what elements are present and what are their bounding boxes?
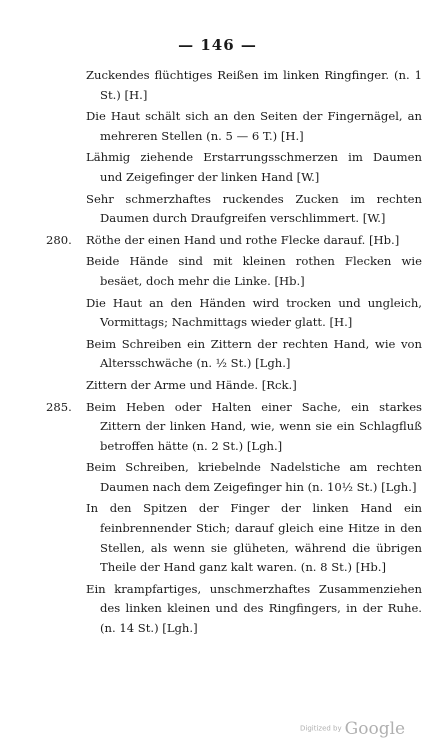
symptom-entry [86, 190, 422, 229]
symptom-entry [46, 231, 422, 251]
entry-text: Zuckendes flüchtiges Reißen im linken Ringfinger. (n. 1 St.) [H.] [86, 68, 422, 102]
entry-number: 285. [46, 399, 72, 414]
google-logo: Google [344, 718, 406, 739]
symptom-entry [86, 294, 422, 333]
entry-text: Sehr schmerzhaftes ruckendes Zucken im rechten Daumen durch Draufgreifen verschlimmert. [W.] [86, 191, 422, 226]
entry-text: Die Haut an den Händen wird trocken und ungleich, Vormittags; Nachmittags wieder glatt. [H.] [86, 295, 422, 330]
entry-text: Beim Heben oder Halten einer Sache, ein starkes Zittern der linken Hand, wie, wenn sie ein Schlagfluß betroffen hätte (n. 2 St.) [Lgh.] [86, 399, 422, 453]
symptom-entry [86, 66, 422, 105]
symptom-entry [46, 398, 422, 457]
symptom-entry [86, 148, 422, 187]
symptom-entry [86, 499, 422, 577]
entry-text: Beim Schreiben, kriebelnde Nadelstiche am rechten Daumen nach dem Zeigefinger hin (n. 10½ St.) [Lgh.] [86, 460, 422, 494]
entry-text: Lähmig ziehende Erstarrungsschmerzen im Daumen und Zeigefinger der linken Hand [W.] [86, 150, 422, 184]
entry-text: Die Haut schält sich an den Seiten der Fingernägel, an mehreren Stellen (n. 5 — 6 T.) [H.] [86, 109, 422, 143]
entry-text: Beide Hände sind mit kleinen rothen Flecken wie besäet, doch mehr die Linke. [Hb.] [86, 254, 422, 288]
entry-text: Ein krampfartiges, unschmerzhaftes Zusammenziehen des linken kleinen und des Ringfingers, in der Ruhe. (n. 14 St.) [Lgh.] [86, 581, 422, 636]
symptom-entry [86, 458, 422, 497]
watermark-caption: Digitized by [300, 724, 342, 733]
entry-number: 280. [46, 232, 72, 247]
entry-text: Beim Schreiben ein Zittern der rechten Hand, wie von Altersschwäche (n. ½ St.) [Lgh.] [86, 336, 422, 371]
symptom-entry [86, 335, 422, 374]
page-number: — 146 — [178, 36, 257, 54]
entry-text: Zittern der Arme und Hände. [Rck.] [86, 377, 297, 392]
symptom-list [0, 66, 435, 641]
digitization-watermark [300, 718, 430, 739]
symptom-entry [86, 580, 422, 639]
symptom-entry [86, 107, 422, 146]
symptom-entry [86, 376, 422, 396]
symptom-entry [86, 252, 422, 291]
entry-text: Röthe der einen Hand und rothe Flecke darauf. [Hb.] [86, 232, 400, 247]
entry-text: In den Spitzen der Finger der linken Hand ein feinbrennender Stich; darauf gleich eine Hitze in den Stellen, als wenn sie glüheten, während die übrigen Theile der Hand ganz kalt waren. (n. 8 St.) [Hb.] [86, 501, 422, 575]
